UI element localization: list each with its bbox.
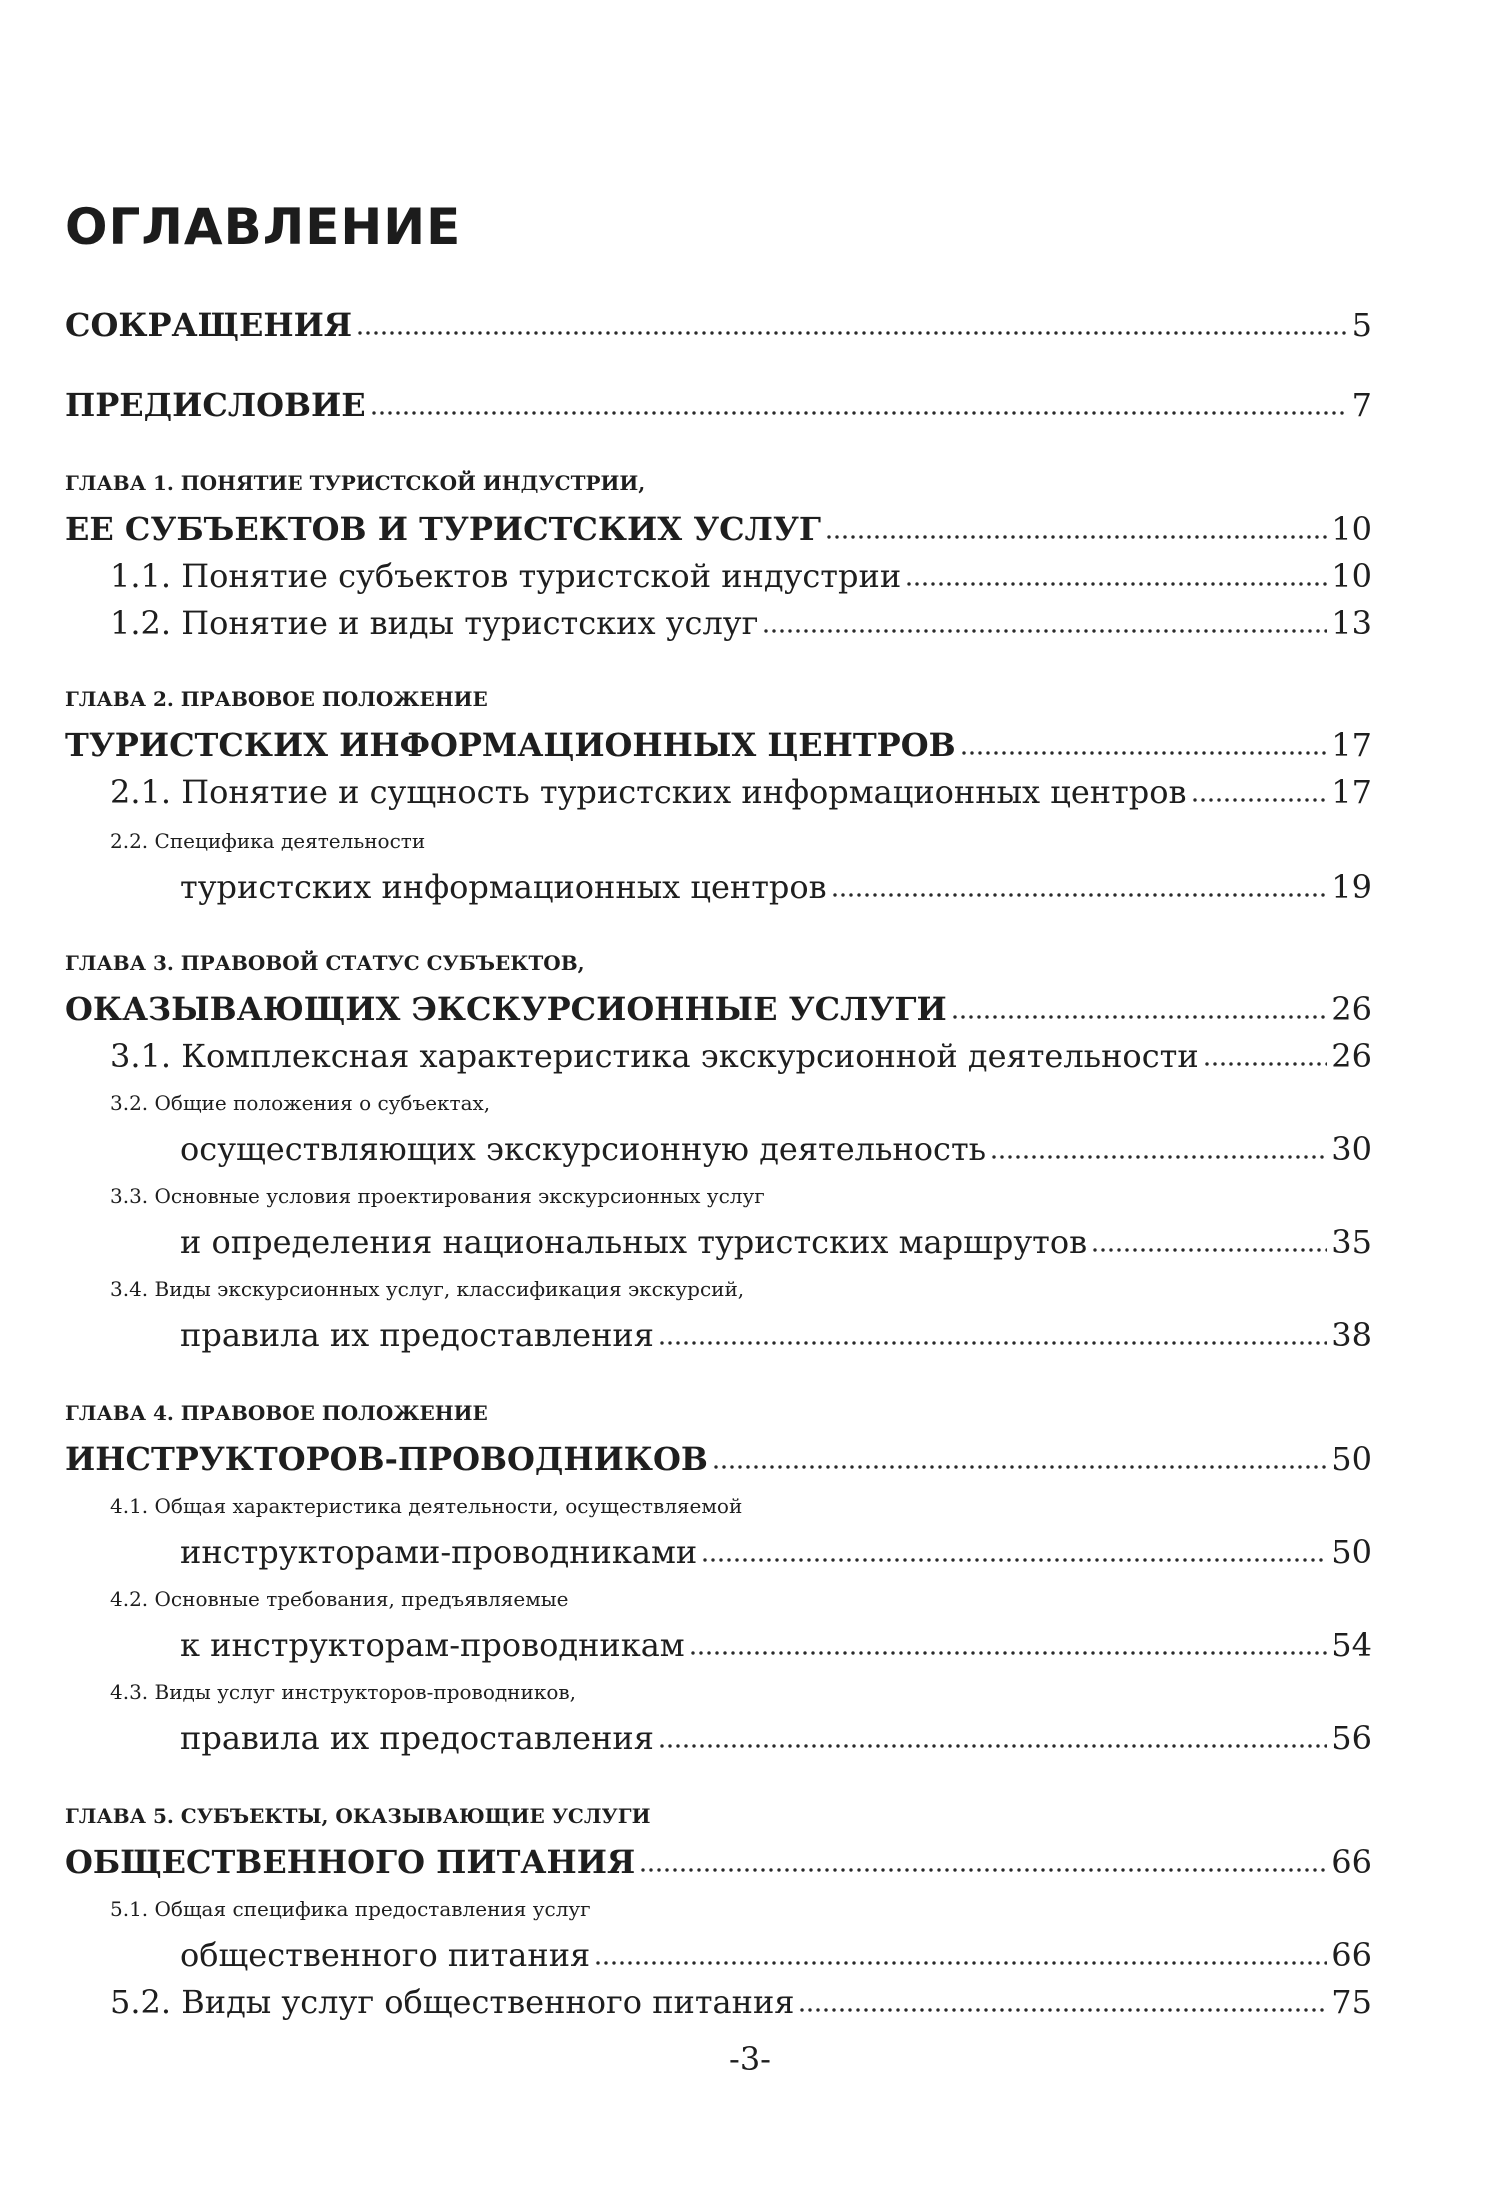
toc-entry-title: ПРЕДИСЛОВИЕ bbox=[65, 386, 366, 424]
toc-entry-5-1-line1[interactable]: 5.1. Общая специфика предоставления услуг bbox=[110, 1897, 591, 1921]
dot-leader bbox=[701, 1556, 1327, 1564]
page-title: ОГЛАВЛЕНИЕ bbox=[65, 198, 462, 256]
toc-entry-title: ОКАЗЫВАЮЩИХ ЭКСКУРСИОННЫЕ УСЛУГИ bbox=[65, 990, 947, 1028]
toc-chapter-2-line1[interactable]: ГЛАВА 2. ПРАВОВОЕ ПОЛОЖЕНИЕ bbox=[65, 687, 488, 711]
toc-page-number: 19 bbox=[1331, 868, 1372, 906]
toc-entry-5-2[interactable] bbox=[110, 1979, 1372, 2025]
toc-entry-title: 3.1. Комплексная характеристика экскурсионной деятельности bbox=[110, 1037, 1199, 1075]
toc-entry-4-3[interactable] bbox=[180, 1715, 1372, 1761]
toc-entry-abbreviations[interactable] bbox=[65, 302, 1372, 348]
toc-entry-title: 1.2. Понятие и виды туристских услуг bbox=[110, 604, 759, 642]
toc-entry-chapter-2[interactable] bbox=[65, 722, 1372, 768]
toc-page-number: 56 bbox=[1331, 1719, 1372, 1757]
toc-entry-3-2-line1[interactable]: 3.2. Общие положения о субъектах, bbox=[110, 1091, 491, 1115]
dot-leader bbox=[639, 1866, 1327, 1874]
toc-entry-preface[interactable] bbox=[65, 382, 1372, 428]
toc-page-number: 10 bbox=[1331, 557, 1372, 595]
toc-page-number: 17 bbox=[1331, 773, 1372, 811]
dot-leader bbox=[1203, 1060, 1328, 1068]
toc-entry-4-1[interactable] bbox=[180, 1529, 1372, 1575]
toc-entry-3-4-line1[interactable]: 3.4. Виды экскурсионных услуг, классификация экскурсий, bbox=[110, 1277, 745, 1301]
toc-page-number: 26 bbox=[1331, 990, 1372, 1028]
toc-entry-title: 1.1. Понятие субъектов туристской индустрии bbox=[110, 557, 902, 595]
toc-chapter-4-line1[interactable]: ГЛАВА 4. ПРАВОВОЕ ПОЛОЖЕНИЕ bbox=[65, 1401, 488, 1425]
toc-page-number: 17 bbox=[1331, 726, 1372, 764]
toc-entry-chapter-1[interactable] bbox=[65, 506, 1372, 552]
dot-leader bbox=[712, 1463, 1327, 1471]
toc-entry-4-2-line1[interactable]: 4.2. Основные требования, предъявляемые bbox=[110, 1587, 569, 1611]
toc-page-number: 10 bbox=[1331, 510, 1372, 548]
page-number: -3- bbox=[729, 2040, 771, 2078]
toc-page-number: 66 bbox=[1331, 1936, 1372, 1974]
dot-leader bbox=[689, 1649, 1328, 1657]
toc-page-number: 50 bbox=[1331, 1533, 1372, 1571]
dot-leader bbox=[825, 533, 1327, 541]
toc-entry-2-2[interactable] bbox=[180, 864, 1372, 910]
toc-entry-3-3[interactable] bbox=[180, 1219, 1372, 1265]
dot-leader bbox=[831, 891, 1328, 899]
toc-entry-title: общественного питания bbox=[180, 1936, 591, 1974]
toc-entry-chapter-5[interactable] bbox=[65, 1839, 1372, 1885]
toc-entry-chapter-4[interactable] bbox=[65, 1436, 1372, 1482]
toc-entry-title: ТУРИСТСКИХ ИНФОРМАЦИОННЫХ ЦЕНТРОВ bbox=[65, 726, 956, 764]
toc-entry-1-1[interactable] bbox=[110, 553, 1372, 599]
toc-entry-4-2[interactable] bbox=[180, 1622, 1372, 1668]
toc-entry-2-1[interactable] bbox=[110, 769, 1372, 815]
dot-leader bbox=[1191, 796, 1328, 804]
toc-page-number: 30 bbox=[1331, 1130, 1372, 1168]
toc-entry-title: 5.2. Виды услуг общественного питания bbox=[110, 1983, 795, 2021]
toc-entry-title: 2.1. Понятие и сущность туристских информационных центров bbox=[110, 773, 1187, 811]
toc-entry-3-4[interactable] bbox=[180, 1312, 1372, 1358]
toc-entry-3-2[interactable] bbox=[180, 1126, 1372, 1172]
toc-entry-title: ИНСТРУКТОРОВ-ПРОВОДНИКОВ bbox=[65, 1440, 708, 1478]
toc-entry-title: правила их предоставления bbox=[180, 1719, 654, 1757]
toc-entry-5-1[interactable] bbox=[180, 1932, 1372, 1978]
toc-page-number: 75 bbox=[1331, 1983, 1372, 2021]
toc-page-number: 54 bbox=[1331, 1626, 1372, 1664]
toc-chapter-1-line1[interactable]: ГЛАВА 1. ПОНЯТИЕ ТУРИСТСКОЙ ИНДУСТРИИ, bbox=[65, 471, 646, 495]
dot-leader bbox=[356, 329, 1348, 337]
toc-entry-3-1[interactable] bbox=[110, 1033, 1372, 1079]
dot-leader bbox=[658, 1339, 1327, 1347]
toc-page-number: 5 bbox=[1351, 306, 1372, 344]
toc-entry-title: и определения национальных туристских маршрутов bbox=[180, 1223, 1088, 1261]
toc-chapter-3-line1[interactable]: ГЛАВА 3. ПРАВОВОЙ СТАТУС СУБЪЕКТОВ, bbox=[65, 951, 585, 975]
dot-leader bbox=[1091, 1246, 1327, 1254]
toc-page-number: 50 bbox=[1331, 1440, 1372, 1478]
dot-leader bbox=[762, 627, 1327, 635]
dot-leader bbox=[905, 580, 1327, 588]
toc-entry-chapter-3[interactable] bbox=[65, 986, 1372, 1032]
toc-entry-title: ЕЕ СУБЪЕКТОВ И ТУРИСТСКИХ УСЛУГ bbox=[65, 510, 821, 548]
dot-leader bbox=[658, 1742, 1327, 1750]
toc-page-number: 13 bbox=[1331, 604, 1372, 642]
toc-page-number: 7 bbox=[1351, 386, 1372, 424]
toc-page-number: 26 bbox=[1331, 1037, 1372, 1075]
toc-entry-title: осуществляющих экскурсионную деятельность bbox=[180, 1130, 987, 1168]
toc-entry-1-2[interactable] bbox=[110, 600, 1372, 646]
toc-chapter-5-line1[interactable]: ГЛАВА 5. СУБЪЕКТЫ, ОКАЗЫВАЮЩИЕ УСЛУГИ bbox=[65, 1804, 651, 1828]
toc-page-number: 38 bbox=[1331, 1316, 1372, 1354]
dot-leader bbox=[990, 1153, 1327, 1161]
dot-leader bbox=[951, 1013, 1328, 1021]
toc-entry-4-3-line1[interactable]: 4.3. Виды услуг инструкторов-проводников, bbox=[110, 1680, 576, 1704]
dot-leader bbox=[798, 2006, 1327, 2014]
toc-entry-title: туристских информационных центров bbox=[180, 868, 827, 906]
toc-entry-title: СОКРАЩЕНИЯ bbox=[65, 306, 353, 344]
dot-leader bbox=[594, 1959, 1327, 1967]
toc-entry-2-2-line1[interactable]: 2.2. Специфика деятельности bbox=[110, 829, 426, 853]
toc-entry-title: ОБЩЕСТВЕННОГО ПИТАНИЯ bbox=[65, 1843, 636, 1881]
toc-entry-title: правила их предоставления bbox=[180, 1316, 654, 1354]
toc-entry-title: инструкторами-проводниками bbox=[180, 1533, 698, 1571]
toc-entry-4-1-line1[interactable]: 4.1. Общая характеристика деятельности, осуществляемой bbox=[110, 1494, 743, 1518]
toc-entry-title: к инструкторам-проводникам bbox=[180, 1626, 685, 1664]
toc-page-number: 35 bbox=[1331, 1223, 1372, 1261]
toc-entry-3-3-line1[interactable]: 3.3. Основные условия проектирования экскурсионных услуг bbox=[110, 1184, 765, 1208]
dot-leader bbox=[960, 749, 1328, 757]
toc-page-number: 66 bbox=[1331, 1843, 1372, 1881]
dot-leader bbox=[370, 409, 1348, 417]
